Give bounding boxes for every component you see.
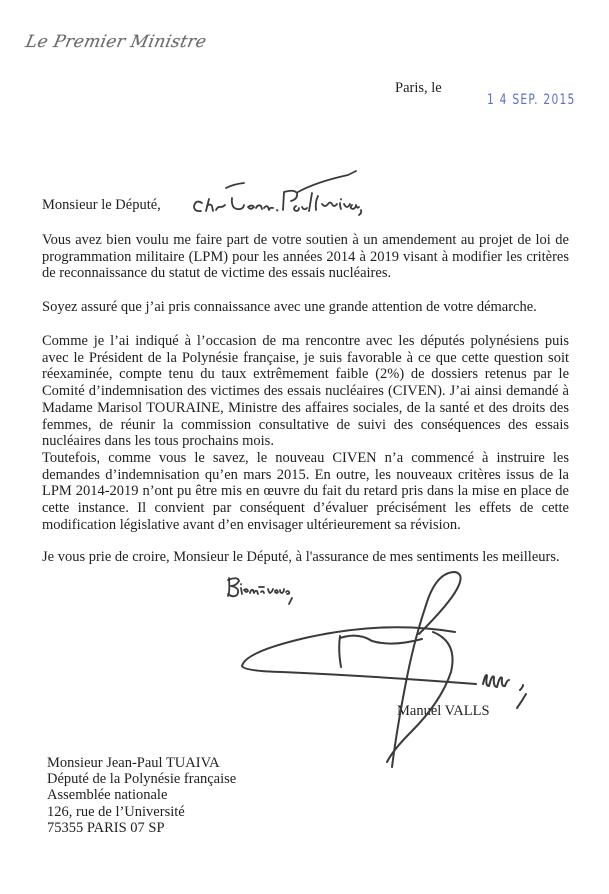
handwritten-closing xyxy=(228,578,292,604)
handwritten-salutation xyxy=(194,171,361,215)
address-line-name: Monsieur Jean-Paul TUAIVA xyxy=(47,755,220,771)
salutation: Monsieur le Député, xyxy=(42,197,161,213)
letterhead-title: Le Premier Ministre xyxy=(23,32,209,52)
address-line-institution: Assemblée nationale xyxy=(47,787,168,804)
address-line-street: 126, rue de l’Université xyxy=(47,803,185,820)
body-paragraph-1: Vous avez bien voulu me faire part de votre soutien à un amendement au projet de loi de programmation militaire (LPM) pour les années 2014 à 2019 visant à modifier les critères de reconnaissance du statut de victime des essais nucléaires. xyxy=(42,232,569,282)
handwritten-signature xyxy=(242,572,526,767)
recipient-address xyxy=(47,755,236,836)
dateline-place: Paris, le xyxy=(395,80,442,96)
address-line-city: 75355 PARIS 07 SP xyxy=(47,819,165,836)
address-line-title: Député de la Polynésie française xyxy=(47,771,237,788)
body-paragraph-3: Comme je l’ai indiqué à l’occasion de ma rencontre avec les députés polynésiens puis avec le Président de la Polynésie française, je suis favorable à ce que cette question soit réexaminée, compte tenu du taux extrêmement faible (2%) de dossiers retenus par le Comité d’indemnisation des victimes des essais nucléaires (CIVEN). J’ai ainsi demandé à Madame Marisol TOURAINE, Ministre des affaires sociales, de la santé et des droits des femmes, de réunir la commission consultative de suivi des conséquences des essais nucléaires dans les tous prochains mois. xyxy=(42,333,569,450)
signatory-name: Manuel VALLS xyxy=(397,703,490,719)
body-paragraph-2: Soyez assuré que j’ai pris connaissance avec une grande attention de votre démarche. xyxy=(42,299,537,315)
closing-formula: Je vous prie de croire, Monsieur le Député, à l'assurance de mes sentiments les meilleurs. xyxy=(42,549,560,565)
date-stamp: 1 4 SEP. 2015 xyxy=(487,92,576,108)
body-paragraph-4: Toutefois, comme vous le savez, le nouveau CIVEN n’a commencé à instruire les demandes d’indemnisation qu’en mars 2015. En outre, les nouveaux critères issus de la LPM 2014-2019 n’ont pu être mis en œuvre du fait du retard pris dans la mise en place de cette instance. Il convient par conséquent d’évaluer précisément les effets de cette modification législative avant d’en envisager ultérieurement sa révision. xyxy=(42,450,569,533)
